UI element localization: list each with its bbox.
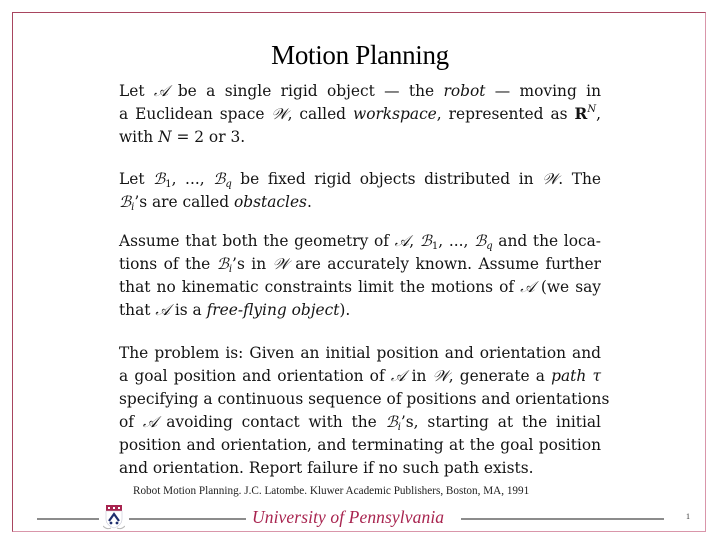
text-line: and orientation. Report failure if no such path exists. (119, 459, 534, 477)
penn-shield-icon (103, 504, 125, 532)
paragraph-robot-definition (119, 80, 601, 149)
citation: Robot Motion Planning. J.C. Latombe. Kluwer Academic Publishers, Boston, MA, 1991 (133, 485, 530, 497)
text-line: ℬ$_i$’s are called obstacles. (119, 193, 312, 213)
text-line: The problem is: Given an initial position and orientation and (119, 344, 601, 362)
text-line: Let 𝒜 be a single rigid object — the robot — moving in (119, 82, 601, 100)
text-line: specifying a continuous sequence of positions and orientations (119, 390, 610, 408)
text-line: Let ℬ$_1$, ..., ℬ$_q$ be fixed rigid objects distributed in 𝒲. The (119, 170, 602, 190)
paragraph-obstacles (119, 168, 601, 214)
text-line: of 𝒜 avoiding contact with the ℬ$_i$’s, starting at the initial (119, 413, 601, 433)
university-name: University of Pennsylvania (252, 507, 445, 527)
text-line: a goal position and orientation of 𝒜 in 𝒲, generate a path τ (119, 367, 601, 385)
text-line: Assume that both the geometry of 𝒜, ℬ$_1$, ..., ℬ$_q$ and the loca- (119, 232, 601, 252)
text-line: with N = 2 or 3. (119, 128, 246, 146)
page-number: 1 (686, 512, 690, 521)
text-line: a Euclidean space 𝒲, called workspace, represented as $R^N$, (119, 104, 601, 123)
footer-rule (461, 518, 664, 520)
text-line: position and orientation, and terminating at the goal position (119, 436, 601, 454)
text-line: that no kinematic constraints limit the motions of 𝒜 (we say (119, 278, 601, 296)
footer-rule (129, 518, 246, 520)
footer-rule (37, 518, 99, 520)
paragraph-assumptions (119, 230, 601, 322)
text-line: that 𝒜 is a free-flying object). (119, 301, 351, 319)
slide-title: Motion Planning (271, 40, 449, 70)
paragraph-problem-statement (119, 342, 610, 480)
text-line: tions of the ℬ$_i$’s in 𝒲 are accurately known. Assume further (119, 255, 601, 275)
